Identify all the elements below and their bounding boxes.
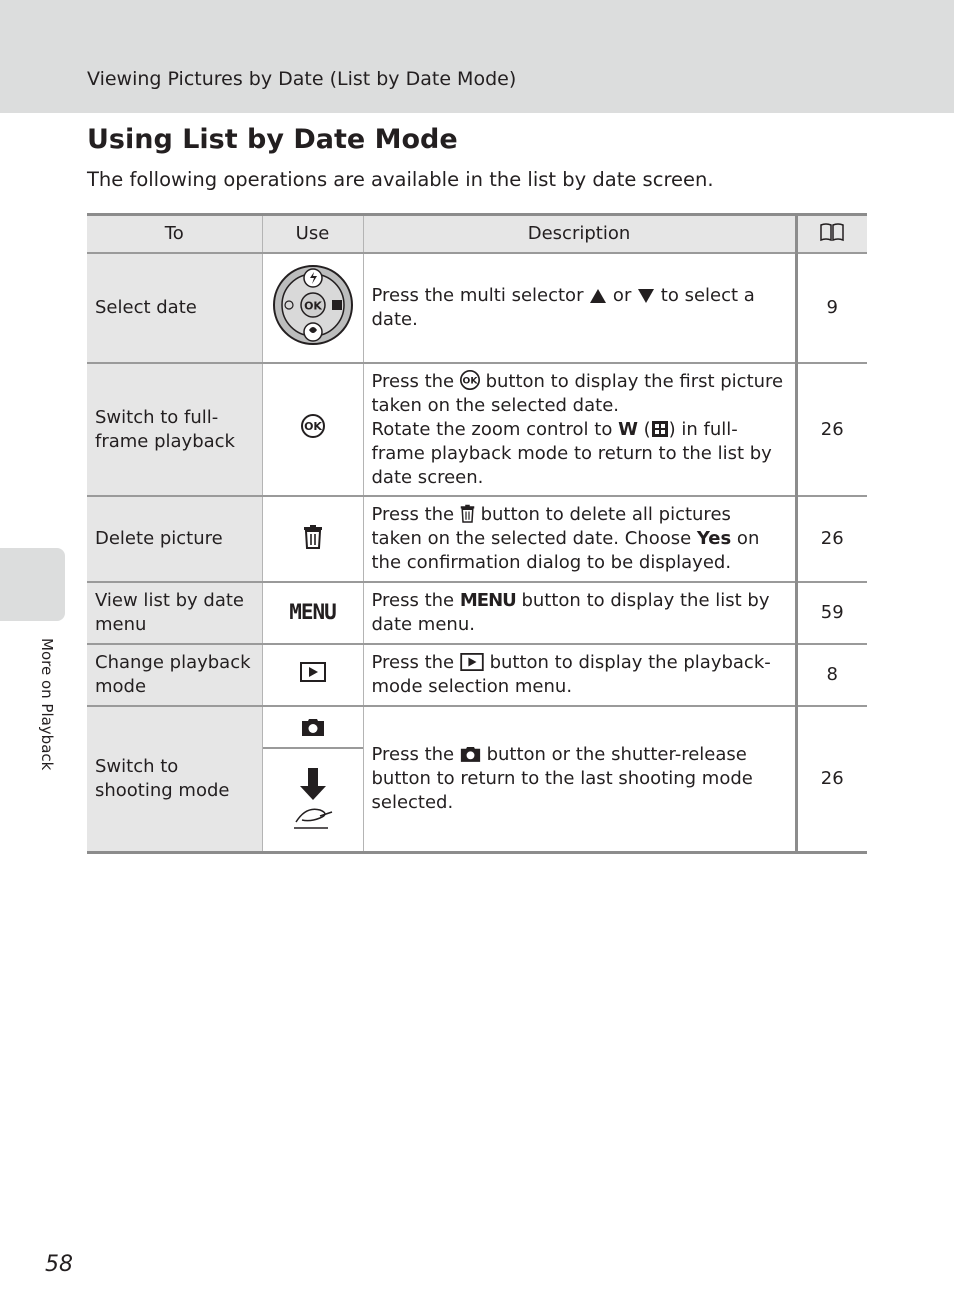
table-row — [87, 582, 867, 644]
yes-label: Yes — [696, 528, 732, 549]
row-description: Press the button or the shutter-release button to return to the last shooting mode selected. — [363, 706, 796, 853]
row-description: Press the MENU button to display the list by date menu. — [363, 582, 796, 644]
up-arrow-icon — [589, 288, 607, 304]
trash-icon — [460, 503, 475, 523]
row-reference: 59 — [796, 582, 867, 644]
menu-button-icon: MENU — [289, 600, 336, 624]
row-description: Press the button to delete all pictures taken on the selected date. Choose Yes on the confirmation dialog to be displayed. — [363, 496, 796, 582]
table-row — [87, 363, 867, 496]
page-number: 58 — [45, 1252, 73, 1277]
page-title: Using List by Date Mode — [87, 124, 458, 155]
thumbnail-icon — [651, 420, 669, 438]
side-label: More on Playback — [38, 638, 56, 771]
table-row — [87, 253, 867, 363]
side-tab — [0, 548, 65, 621]
row-description: Press the OK button to display the first picture taken on the selected date. Rotate the zoom control to W ( ) in full-frame playback mode to return to the list by date screen. — [363, 363, 796, 496]
svg-text:OK: OK — [303, 420, 322, 433]
row-description: Press the button to display the playback-mode selection menu. — [363, 644, 796, 706]
row-reference: 26 — [796, 496, 867, 582]
table-row — [87, 644, 867, 706]
shutter-release-icon — [290, 766, 336, 834]
trash-icon — [303, 523, 323, 549]
row-to: Select date — [87, 253, 262, 363]
ok-button-icon — [460, 370, 480, 390]
header-to: To — [87, 215, 262, 254]
book-icon — [819, 222, 845, 242]
camera-icon — [301, 717, 325, 737]
table-row — [87, 706, 867, 853]
camera-icon — [460, 745, 481, 763]
row-reference: 9 — [796, 253, 867, 363]
section-header: Viewing Pictures by Date (List by Date Mode) — [87, 68, 517, 90]
down-arrow-icon — [637, 288, 655, 304]
row-to: Change playback mode — [87, 644, 262, 706]
playback-button-icon — [300, 662, 326, 682]
multi-selector-icon — [272, 264, 354, 346]
header-description: Description — [363, 215, 796, 254]
intro-text: The following operations are available in the list by date screen. — [87, 168, 714, 191]
header-reference — [796, 215, 867, 254]
playback-button-icon — [460, 653, 484, 671]
row-to: Delete picture — [87, 496, 262, 582]
svg-text:OK: OK — [462, 374, 478, 386]
header-band — [0, 0, 954, 113]
svg-text:OK: OK — [303, 299, 322, 312]
table-row — [87, 496, 867, 582]
table-header-row — [87, 215, 867, 254]
zoom-w-label: W — [618, 418, 638, 440]
row-to: View list by date menu — [87, 582, 262, 644]
row-reference: 8 — [796, 644, 867, 706]
row-reference: 26 — [796, 363, 867, 496]
row-description: Press the multi selector or to select a date. — [363, 253, 796, 363]
ok-button-icon — [301, 414, 325, 438]
header-use: Use — [262, 215, 363, 254]
row-reference: 26 — [796, 706, 867, 853]
row-to: Switch to full-frame playback — [87, 363, 262, 496]
menu-label: MENU — [459, 590, 516, 611]
row-to: Switch to shooting mode — [87, 706, 262, 853]
operations-table — [87, 213, 867, 854]
